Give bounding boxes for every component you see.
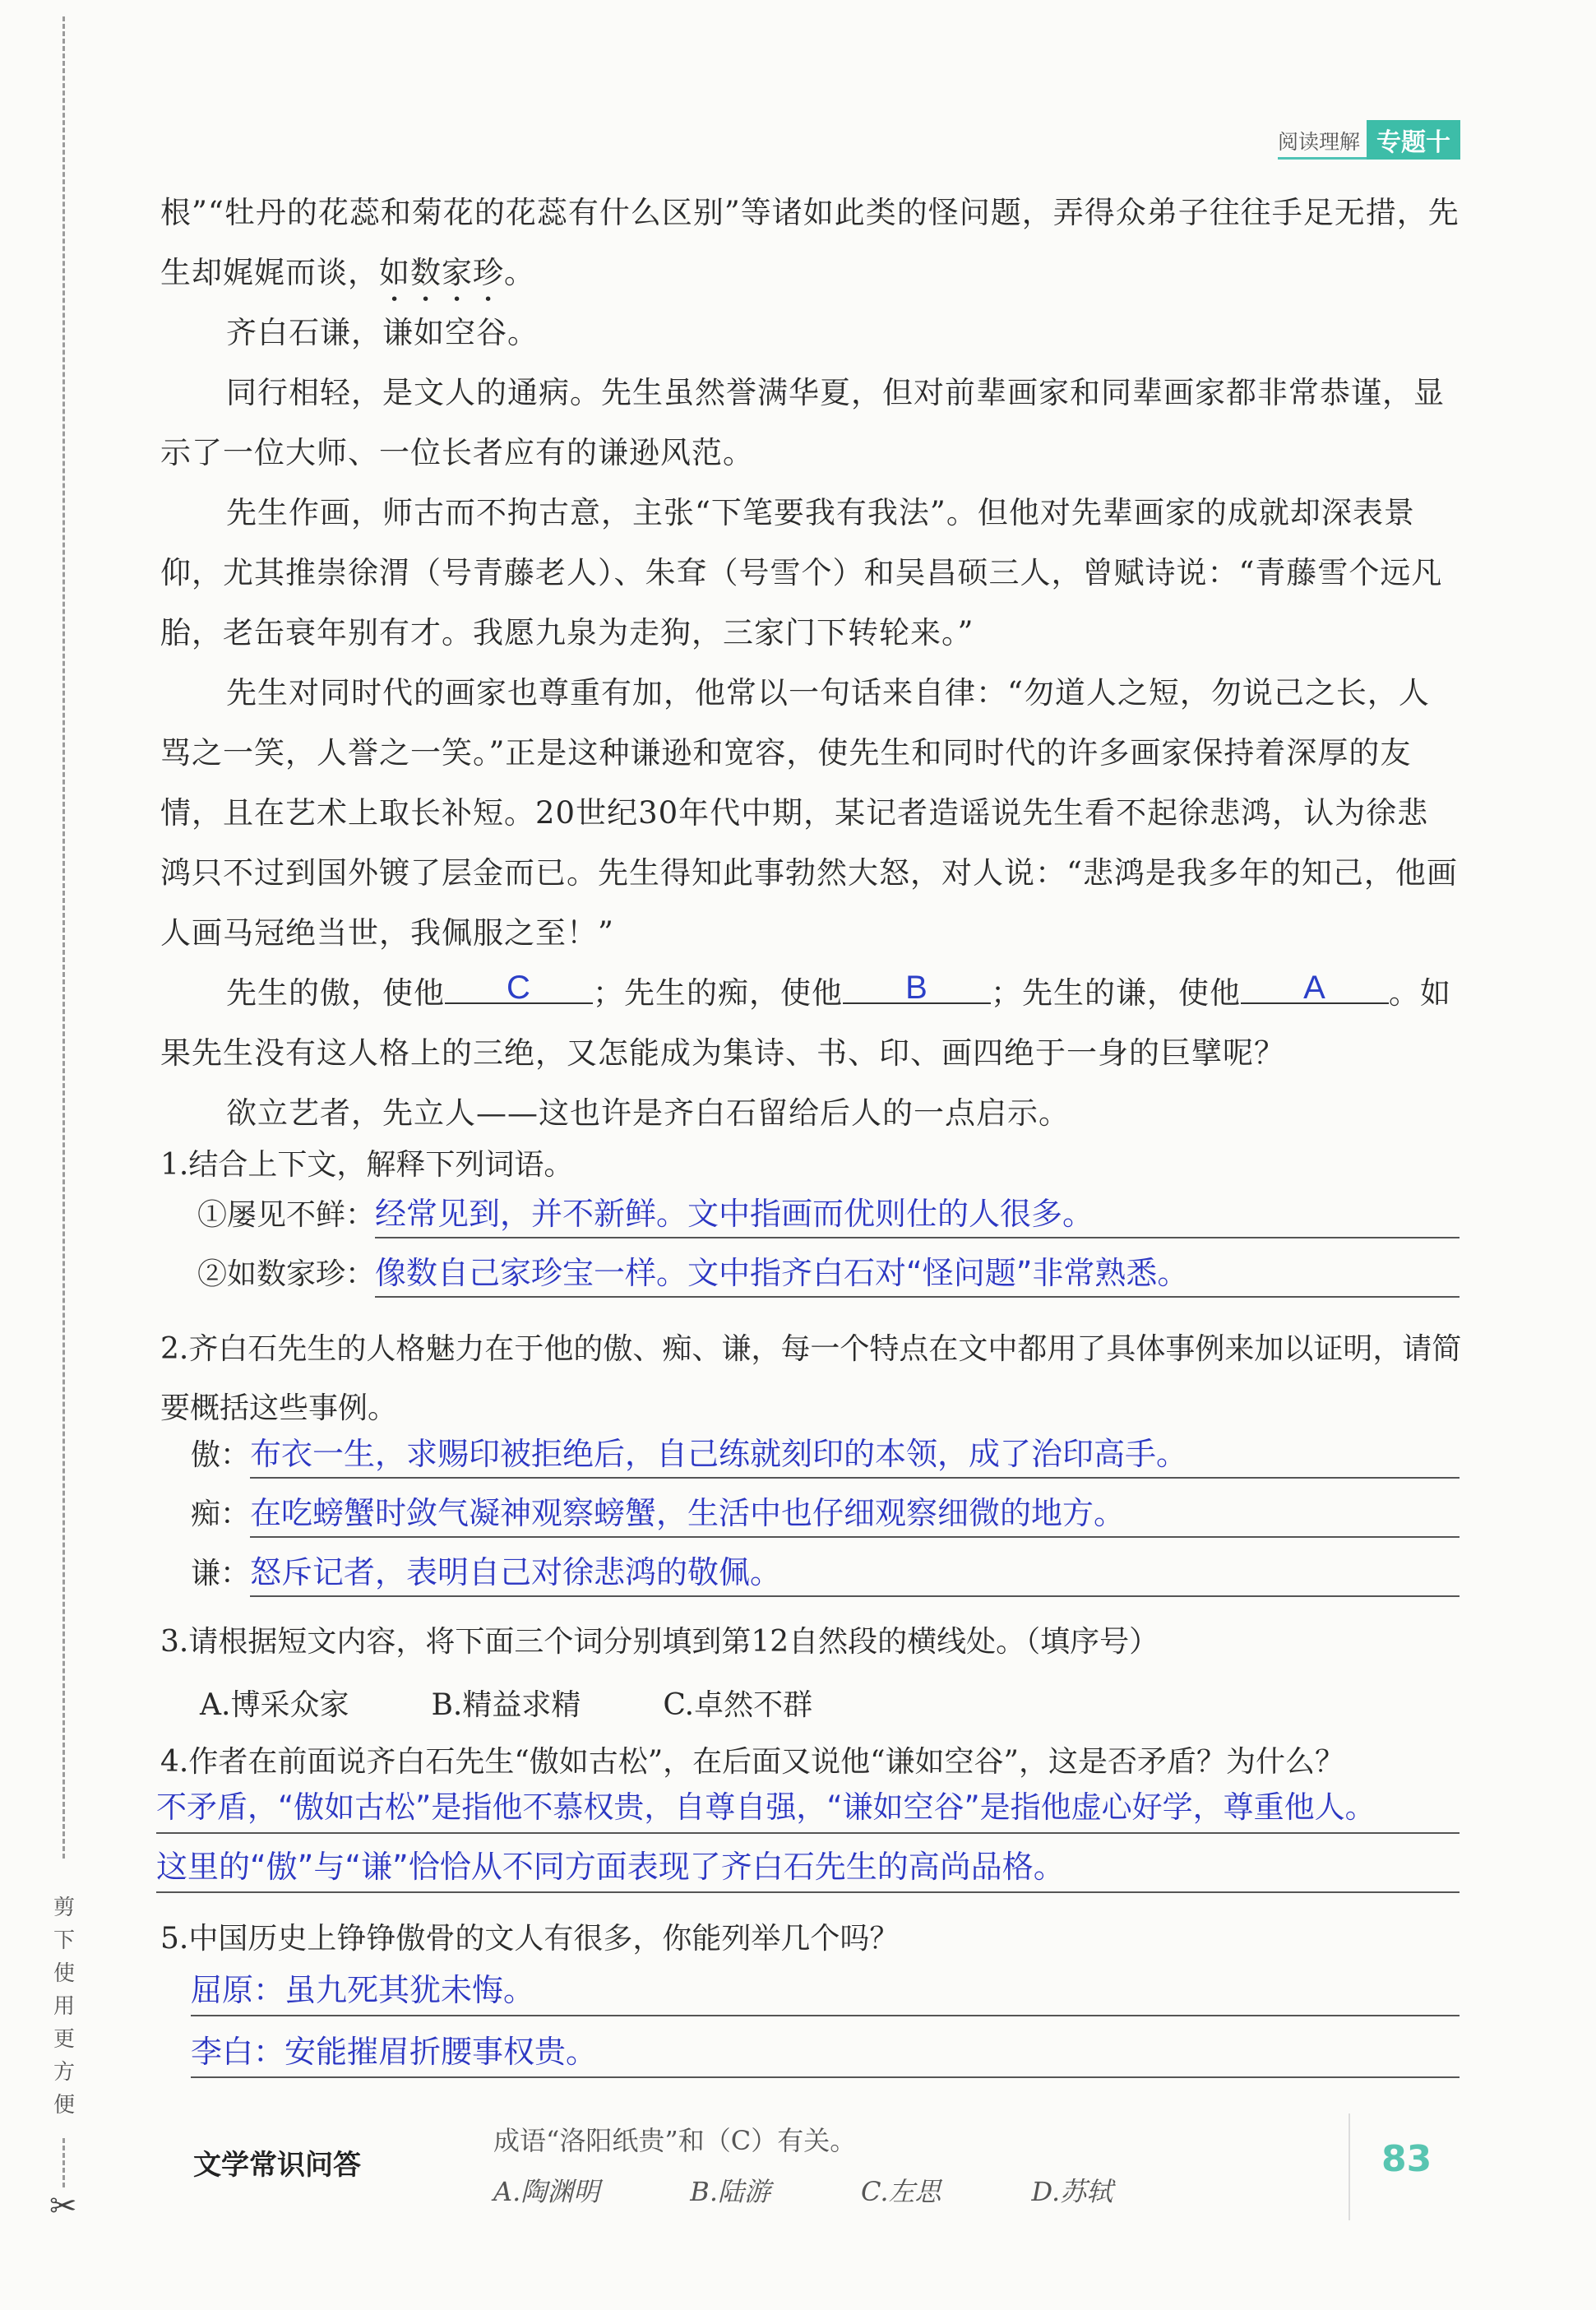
question-4: 4.作者在前面说齐白石先生“傲如古松”，在后面又说他“谦如空谷”，这是否矛盾？为什么？: [160, 1745, 1344, 1779]
q2-ao-answer[interactable]: 布衣一生，求赐印被拒绝后，自己练就刻印的本领，成了治印高手。: [250, 1431, 1460, 1479]
page-number: 83: [1381, 2138, 1432, 2180]
trivia-option-d: D.苏轼: [1031, 2176, 1113, 2207]
scissors-icon: ✂: [49, 2187, 77, 2225]
passage-p7: 欲立艺者，先立人——这也许是齐白石留给后人的一点启示。: [226, 1095, 1070, 1131]
passage-p4: 先生作画，师古而不拘古意，主张“下笔要我有我法”。但他对先辈画家的成就却深表景仰，尤其推崇徐渭（号青藤老人）、朱耷（号雪个）和吴昌硕三人，曾赋诗说：“青藤雪个远凡胎，老缶衰年别有才。我愿九泉为走狗，三家门下转轮来。”: [160, 495, 1443, 650]
passage-p2: 齐白石谦，谦如空谷。: [226, 315, 539, 350]
q5-answer-line-1[interactable]: 屈原：虽九死其犹未悔。: [191, 1965, 1460, 2016]
trivia-option-b: B.陆游: [690, 2176, 770, 2207]
fill-blank-2[interactable]: B: [843, 973, 991, 1004]
fill-blank-1[interactable]: C: [445, 973, 593, 1004]
fill-blank-3[interactable]: A: [1241, 973, 1389, 1004]
passage-p1: 根”“牡丹的花蕊和菊花的花蕊有什么区别”等诸如此类的怪问题，弄得众弟子往往手足无措，先生却娓娓而谈，如数家珍。: [160, 195, 1460, 290]
question-1: 1.结合上下文，解释下列词语。: [160, 1148, 574, 1182]
question-5: 5.中国历史上铮铮傲骨的文人有很多，你能列举几个吗？: [160, 1922, 900, 1956]
question-2: 2.齐白石先生的人格魅力在于他的傲、痴、谦，每一个特点在文中都用了具体事例来加以证明，请简要概括这些事例。: [160, 1332, 1462, 1425]
q1-answer-1[interactable]: 经常见到，并不新鲜。文中指画而优则仕的人很多。: [375, 1191, 1460, 1238]
section-header: [1278, 120, 1460, 160]
emphasized-phrase: 如数家珍: [379, 255, 504, 290]
q2-qian: 谦： 怒斥记者，表明自己对徐悲鸿的敬佩。: [191, 1549, 1460, 1597]
footer-divider: [1349, 2113, 1350, 2220]
q2-ao: 傲： 布衣一生，求赐印被拒绝后，自己练就刻印的本领，成了治印高手。: [191, 1431, 1460, 1479]
q2-chi-answer[interactable]: 在吃螃蟹时敛气凝神观察螃蟹，生活中也仔细观察细微的地方。: [250, 1490, 1460, 1538]
cut-instruction: 剪下使用更方便: [53, 1896, 75, 2118]
q3-option-a: A.博采众家: [200, 1688, 349, 1722]
trivia-title: 文学常识问答: [193, 2149, 361, 2182]
question-3: 3.请根据短文内容，将下面三个词分别填到第12自然段的横线处。（填序号）: [160, 1625, 1159, 1659]
cut-line-bottom: [62, 2138, 65, 2187]
cut-line-top: [62, 16, 65, 1859]
q4-answer-line-1[interactable]: 不矛盾，“傲如古松”是指他不慕权贵，自尊自强，“谦如空谷”是指他虚心好学，尊重他人。: [156, 1783, 1460, 1834]
q4-answer-line-2[interactable]: 这里的“傲”与“谦”恰恰从不同方面表现了齐白石先生的高尚品格。: [156, 1842, 1460, 1893]
passage-p5: 先生对同时代的画家也尊重有加，他常以一句话来自律：“勿道人之短，勿说己之长，人骂之一笑，人誉之一笑。”正是这种谦逊和宽容，使先生和同时代的许多画家保持着深厚的友情，且在艺术上取长补短。20世纪30年代中期，某记者造谣说先生看不起徐悲鸿，认为徐悲鸿只不过到国外镀了层金而已。先生得知此事勃然大怒，对人说：“悲鸿是我多年的知己，他画人画马冠绝当世，我佩服之至！”: [160, 675, 1458, 951]
q1-item-2: ②如数家珍： 像数自己家珍宝一样。文中指齐白石对“怪问题”非常熟悉。: [197, 1250, 1460, 1298]
passage-p6: 先生的傲，使他 C ；先生的痴，使他 B ；先生的谦，使他 A 。如果先生没有这人格上的三绝，又怎能成为集诗、书、印、画四绝于一身的巨擘呢？: [160, 970, 1451, 1071]
q3-option-b: B.精益求精: [431, 1688, 581, 1722]
trivia-option-a: A.陶渊明: [493, 2176, 600, 2207]
trivia-options: [493, 2171, 1113, 2209]
q3-option-c: C.卓然不群: [663, 1688, 813, 1722]
q3-options: [200, 1682, 812, 1724]
q5-answer-line-2[interactable]: 李白：安能摧眉折腰事权贵。: [191, 2027, 1460, 2078]
q1-item-1: ①屡见不鲜： 经常见到，并不新鲜。文中指画而优则仕的人很多。: [197, 1191, 1460, 1238]
section-label: 阅读理解: [1278, 126, 1367, 160]
q2-qian-answer[interactable]: 怒斥记者，表明自己对徐悲鸿的敬佩。: [250, 1549, 1460, 1597]
trivia-option-c: C.左思: [861, 2176, 941, 2207]
q2-chi: 痴： 在吃螃蟹时敛气凝神观察螃蟹，生活中也仔细观察细微的地方。: [191, 1490, 1460, 1538]
passage-p3: 同行相轻，是文人的通病。先生虽然誉满华夏，但对前辈画家和同辈画家都非常恭谨，显示了一位大师、一位长者应有的谦逊风范。: [160, 375, 1445, 470]
trivia-question: 成语“洛阳纸贵”和（C）有关。: [493, 2125, 857, 2156]
topic-badge: 专题十: [1367, 120, 1460, 160]
q1-answer-2[interactable]: 像数自己家珍宝一样。文中指齐白石对“怪问题”非常熟悉。: [375, 1250, 1460, 1298]
